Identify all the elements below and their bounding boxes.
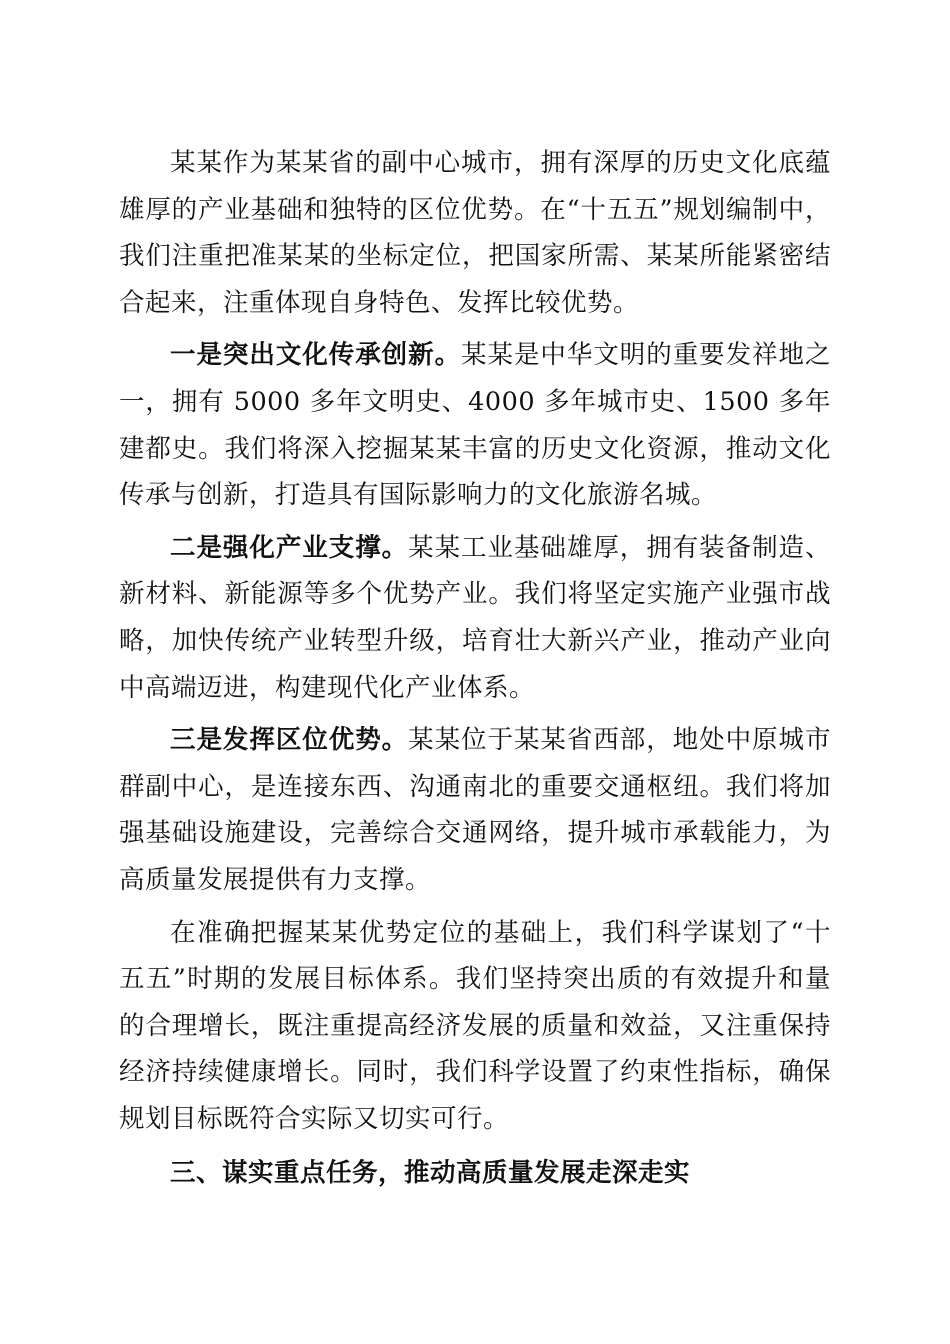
paragraph-text: 在准确把握某某优势定位的基础上，我们科学谋划了“十五五”时期的发展目标体系。我们坚持突出质的有效提升和量的合理增长，既注重提高经济发展的质量和效益，又注重保持经济持续健康增长。同时，我们科学设置了约束性指标，确保规划目标既符合实际又切实可行。 <box>119 917 831 1134</box>
paragraph-goals <box>119 910 831 1143</box>
paragraph-text: 某某是中华文明的重要发祥地之一，拥有 5000 多年文明史、4000 多年城市史、1500 多年建都史。我们将深入挖掘某某丰富的历史文化资源，推动文化传承与创新，打造具有国际影响力的文化旅游名城。 <box>119 340 831 511</box>
paragraph-text: 某某工业基础雄厚，拥有装备制造、新材料、新能源等多个优势产业。我们将坚定实施产业强市战略，加快传统产业转型升级，培育壮大新兴产业，推动产业向中高端迈进，构建现代化产业体系。 <box>119 532 831 703</box>
paragraph-text: 某某位于某某省西部，地处中原城市群副中心，是连接东西、沟通南北的重要交通枢纽。我们将加强基础设施建设，完善综合交通网络，提升城市承载能力，为高质量发展提供有力支撑。 <box>119 725 831 895</box>
paragraph-text: 某某作为某某省的副中心城市，拥有深厚的历史文化底蕴雄厚的产业基础和独特的区位优势。在“十五五”规划编制中，我们注重把准某某的坐标定位，把国家所需、某某所能紧密结合起来，注重体现自身特色、发挥比较优势。 <box>119 148 831 318</box>
section-heading: 三、谋实重点任务，推动高质量发展走深走实 <box>170 1158 691 1189</box>
paragraph-culture <box>119 332 831 518</box>
paragraph-lead-industry: 二是强化产业支撑。 <box>170 532 409 563</box>
paragraph-location <box>119 717 831 903</box>
paragraph-lead-location: 三是发挥区位优势。 <box>170 725 409 756</box>
paragraph-industry <box>119 525 831 711</box>
paragraph-intro <box>119 140 831 326</box>
document-body <box>119 140 831 1197</box>
paragraph-lead-culture: 一是突出文化传承创新。 <box>170 340 462 371</box>
